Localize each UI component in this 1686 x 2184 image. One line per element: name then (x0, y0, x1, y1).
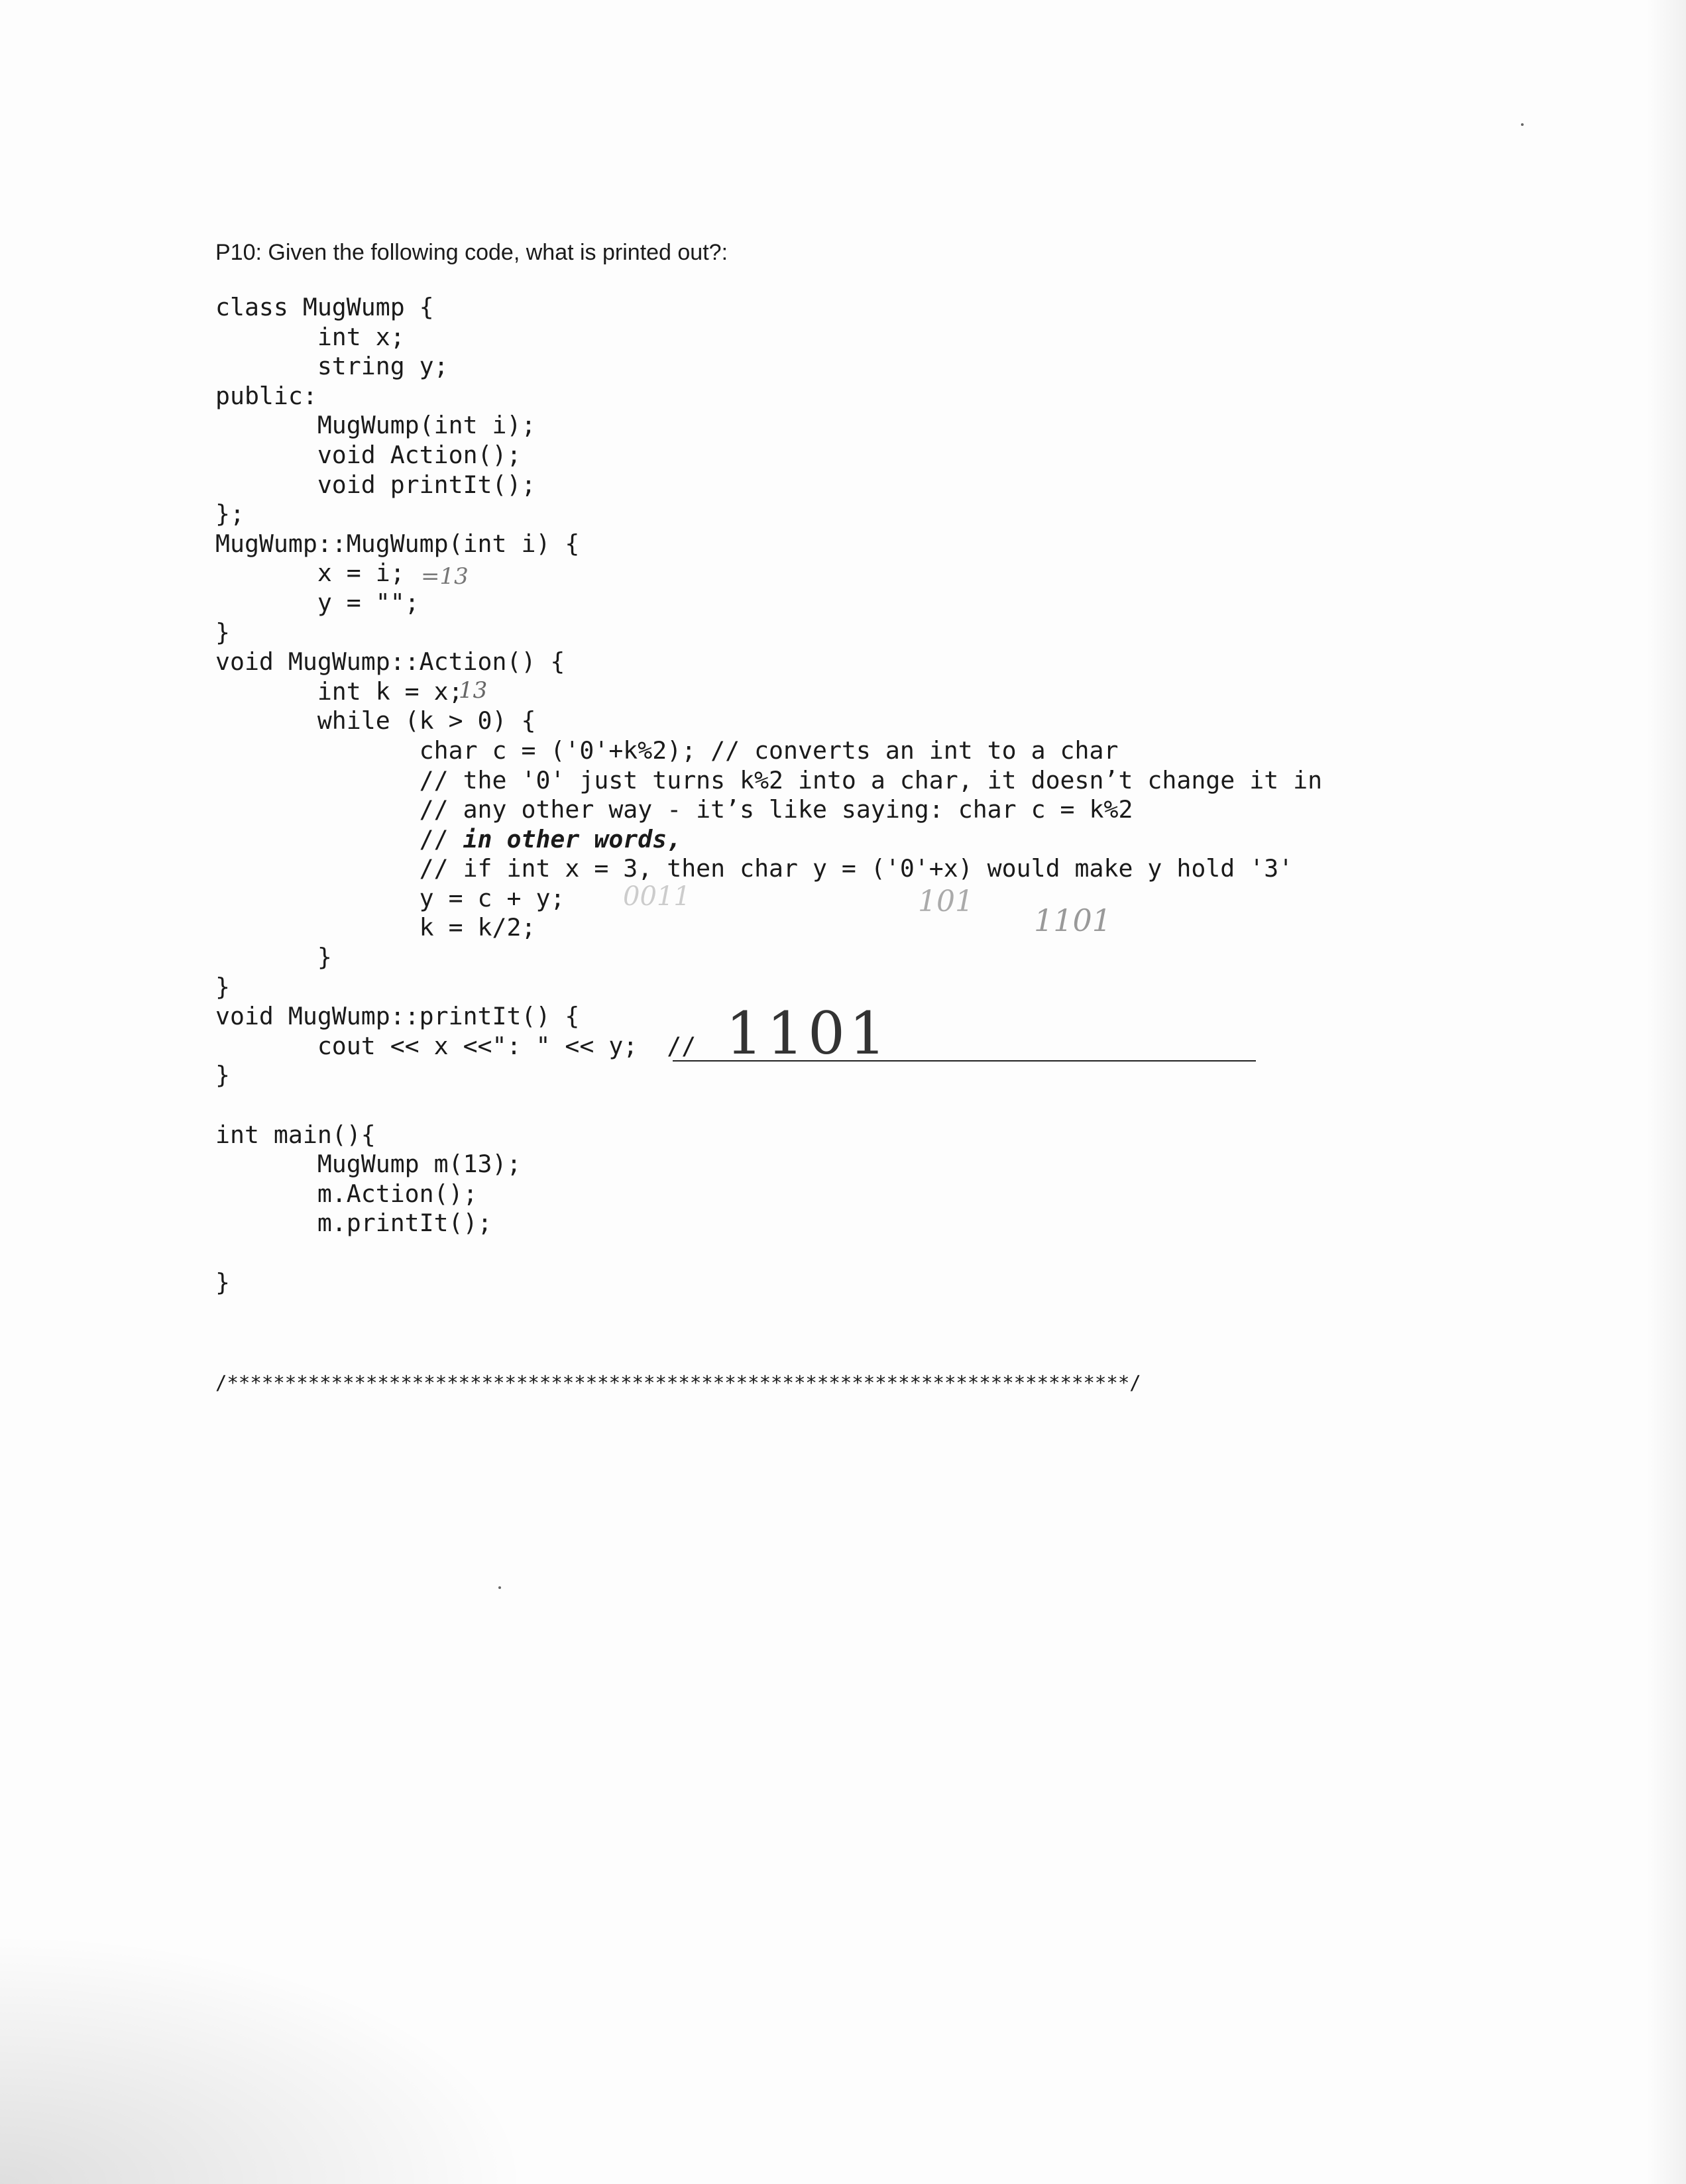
code-line: y = c + y; (215, 883, 565, 912)
code-line (215, 1238, 1322, 1268)
handwritten-note-x: =13 (421, 563, 469, 590)
question-prompt: P10: Given the following code, what is printed out?: (215, 240, 728, 265)
code-line: // the '0' just turns k%2 into a char, it doesn’t change it in (215, 765, 1323, 794)
code-line: }; (215, 500, 245, 529)
code-line: } (215, 972, 230, 1001)
code-line: class MugWump { (215, 293, 434, 321)
code-line: } (215, 618, 230, 647)
code-line: void printIt(); (215, 470, 536, 499)
code-line: void Action(); (215, 440, 522, 469)
speck (1521, 123, 1524, 126)
code-line: MugWump(int i); (215, 411, 536, 440)
code-line: // any other way - it’s like saying: char c = k%2 (215, 795, 1133, 824)
code-line-print: cout << x <<": " << y; // (215, 1031, 697, 1060)
separator-line: /******************************************************************************/ (215, 1372, 1141, 1394)
code-line: int k = x; (215, 677, 463, 706)
code-line: m.Action(); (215, 1179, 478, 1208)
code-line: void MugWump::printIt() { (215, 1002, 580, 1031)
code-line: MugWump::MugWump(int i) { (215, 529, 580, 558)
code-block (215, 293, 1322, 1297)
code-line: int main(){ (215, 1120, 376, 1149)
scan-edge (1646, 0, 1686, 2184)
speck (498, 1586, 501, 1589)
code-line: // if int x = 3, then char y = ('0'+x) would make y hold '3' (215, 854, 1294, 883)
code-line: string y; (215, 352, 449, 381)
handwritten-work: 101 (918, 885, 974, 918)
code-line: } (215, 1061, 230, 1090)
code-line: char c = ('0'+k%2); // converts an int to a char (215, 736, 1119, 765)
code-line: int x; (215, 322, 405, 351)
handwritten-work: 0011 (623, 881, 691, 912)
handwritten-note-k: 13 (459, 677, 488, 704)
code-line: MugWump m(13); (215, 1150, 522, 1179)
code-line: y = ""; (215, 588, 420, 617)
code-line: } (215, 943, 332, 972)
code-line-italic-comment (215, 825, 1322, 855)
code-line: x = i; (215, 559, 405, 588)
code-line: } (215, 1268, 230, 1297)
code-line: void MugWump::Action() { (215, 647, 565, 677)
code-line: while (k > 0) { (215, 706, 536, 736)
italic-comment: in other words, (463, 824, 682, 853)
code-line: m.printIt(); (215, 1209, 492, 1238)
comment-prefix: // (215, 824, 463, 853)
handwritten-answer: 1101 (726, 999, 890, 1067)
handwritten-work: 1101 (1034, 902, 1112, 938)
code-line (215, 1091, 1322, 1120)
code-line: k = k/2; (215, 913, 536, 942)
code-line: public: (215, 381, 317, 410)
scan-shadow (0, 1932, 530, 2184)
